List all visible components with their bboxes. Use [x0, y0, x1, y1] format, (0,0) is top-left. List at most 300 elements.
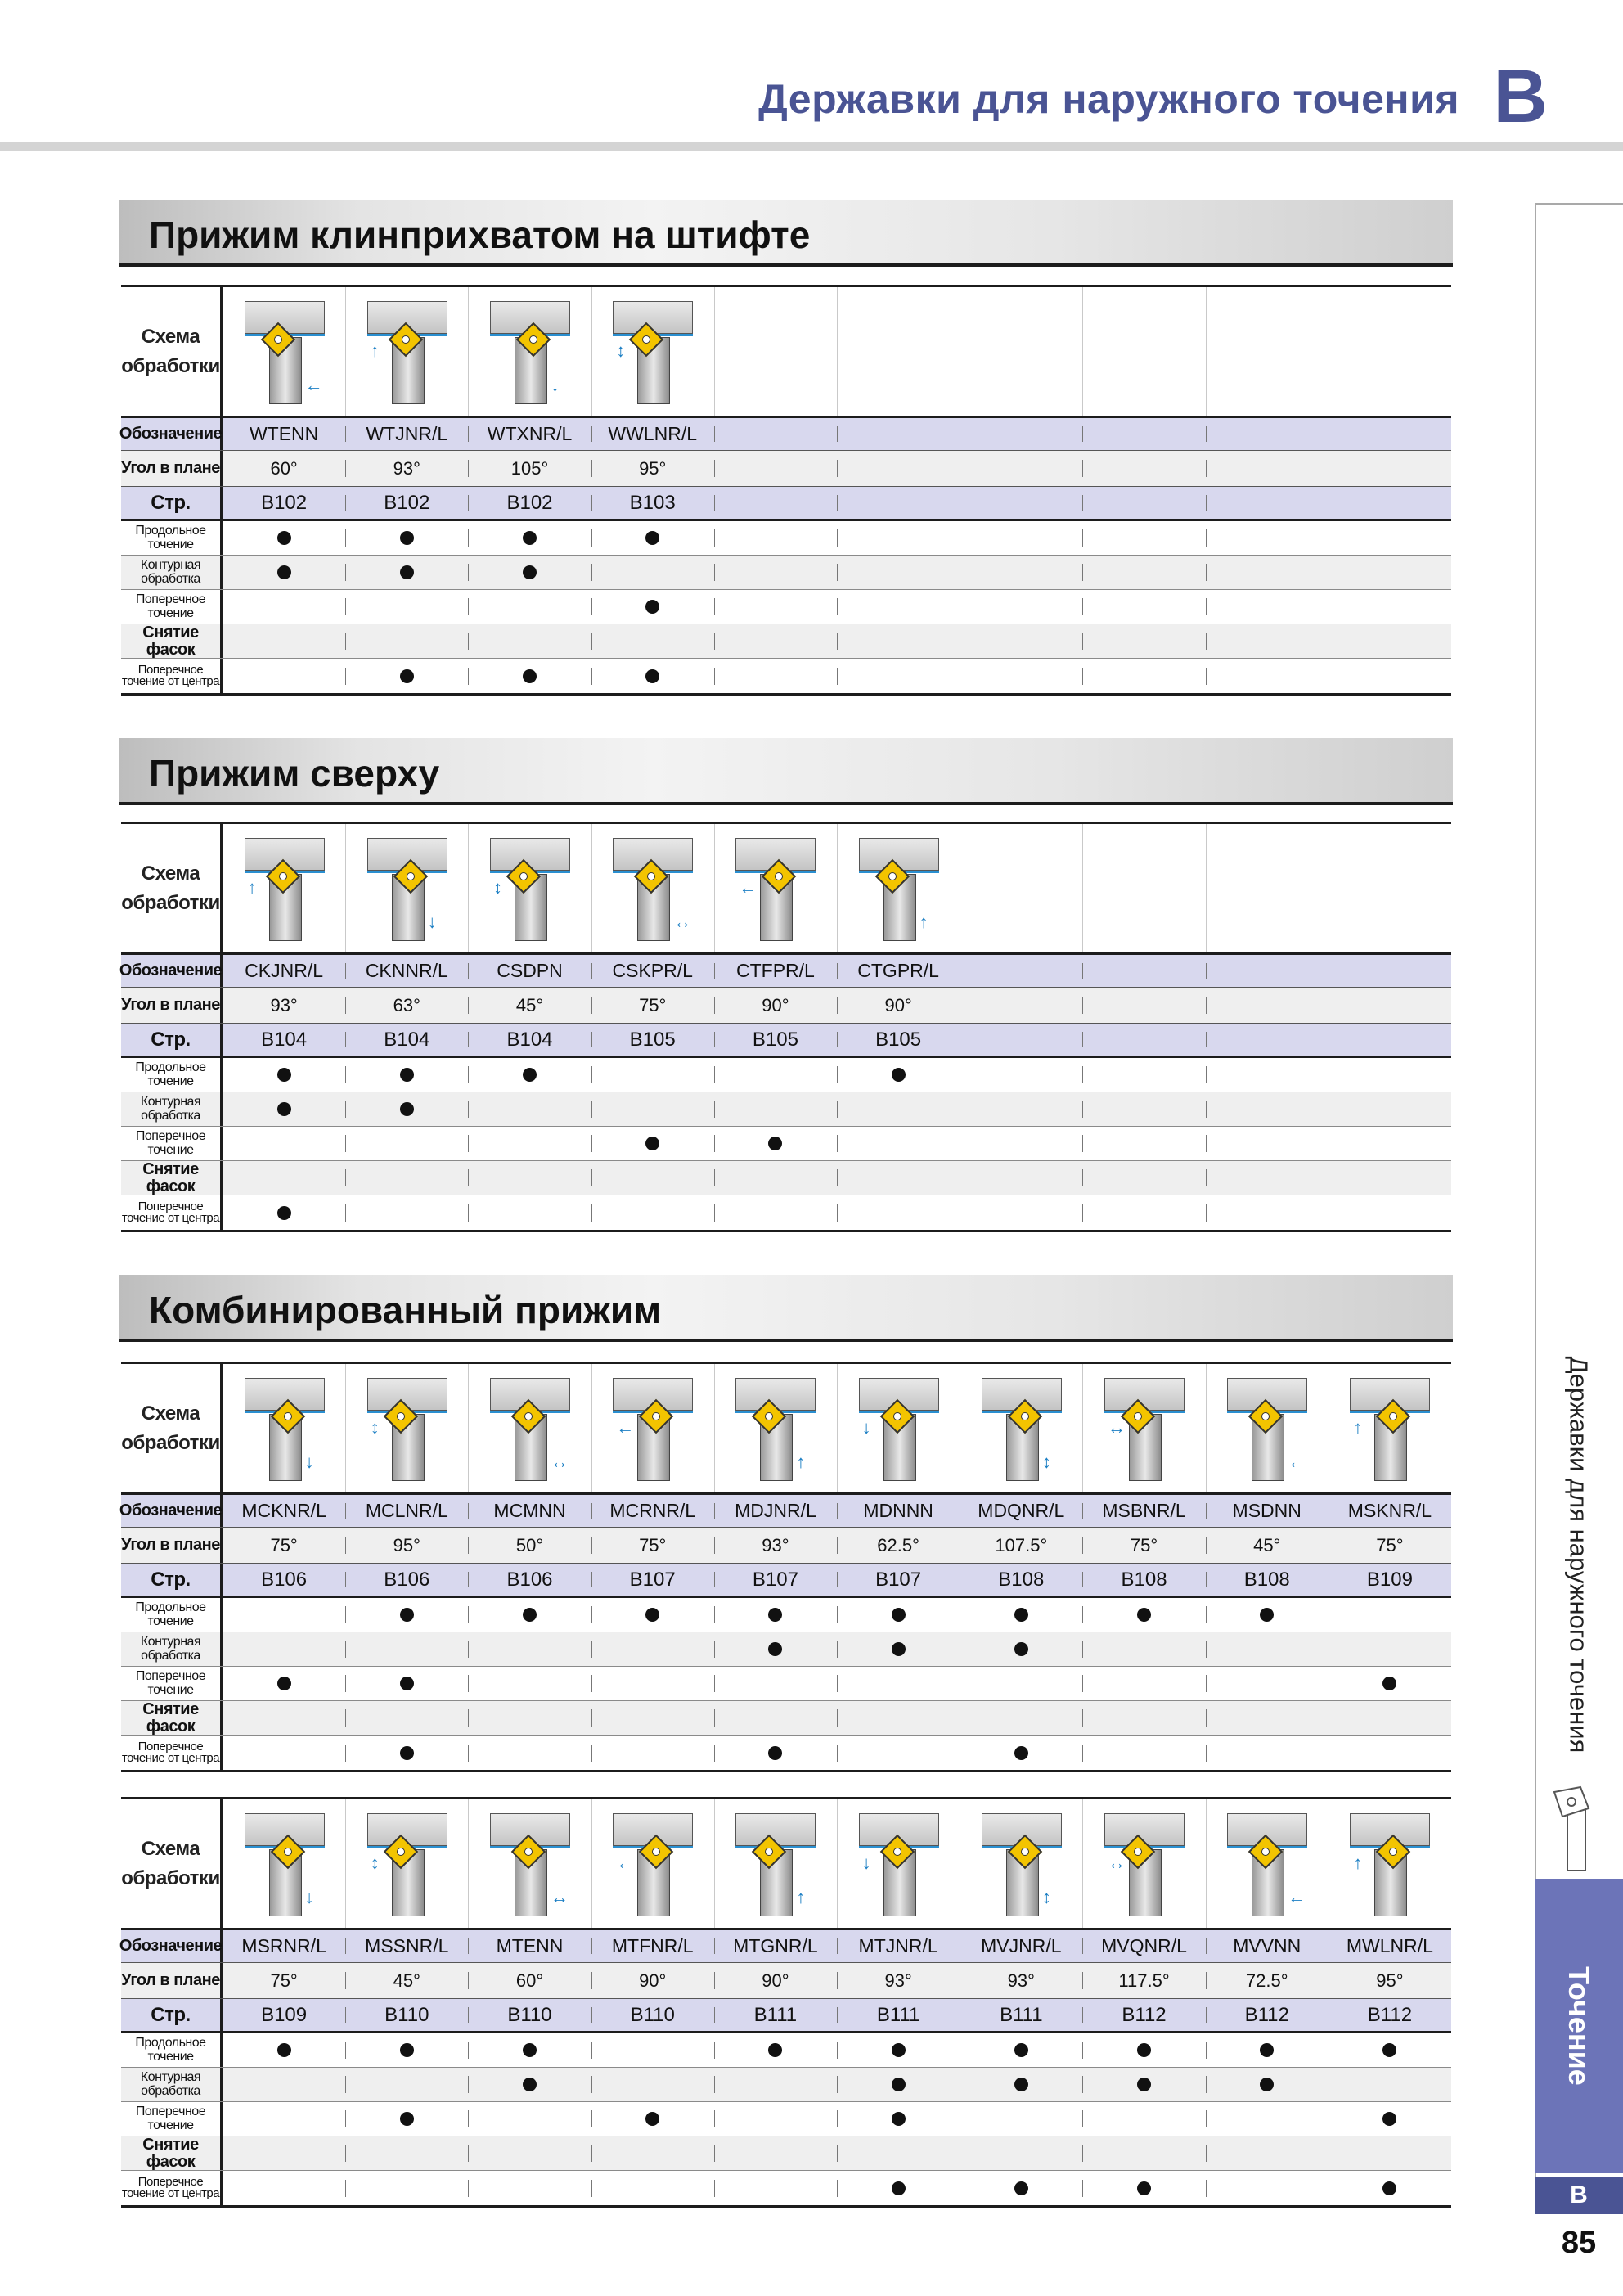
applicable-dot-icon	[400, 565, 414, 579]
operation-cell	[1329, 1058, 1451, 1092]
clamp-screw	[1134, 1848, 1142, 1856]
applicable-dot-icon	[1382, 2112, 1396, 2126]
operation-row	[121, 590, 1451, 624]
clamp-screw	[1261, 1412, 1270, 1420]
designation-cell: CSDPN	[468, 955, 591, 987]
operation-cell	[1082, 624, 1205, 658]
angle-cell: 90°	[714, 1963, 837, 1998]
operation-cell	[960, 1736, 1082, 1770]
operation-cell	[1329, 1598, 1451, 1632]
angle-cell: 60°	[468, 1963, 591, 1998]
schema-cell	[223, 1799, 345, 1928]
schema-cell	[468, 824, 591, 952]
operation-cell	[837, 1736, 960, 1770]
applicable-dot-icon	[1137, 2181, 1151, 2195]
top-clamp-insert-icon	[851, 831, 947, 946]
designation-cell: WTENN	[249, 423, 319, 444]
operation-cell	[714, 2171, 837, 2205]
applicable-dot-icon	[400, 2112, 414, 2126]
schema-cell	[1329, 824, 1451, 952]
applicable-dot-icon	[523, 2043, 537, 2057]
operation-cell	[591, 590, 714, 624]
applicable-dot-icon	[1137, 1608, 1151, 1622]
schema-cell	[960, 824, 1082, 952]
applicable-dot-icon	[1137, 2078, 1151, 2091]
applicable-dot-icon	[400, 1068, 414, 1082]
operation-cell	[468, 590, 591, 624]
operation-row	[121, 1058, 1451, 1092]
operation-cell	[345, 2171, 468, 2205]
clamp-screw	[407, 872, 415, 880]
schema-row	[121, 824, 1451, 955]
applicable-dot-icon	[400, 669, 414, 683]
page-row	[121, 1564, 1451, 1598]
page-ref-link[interactable]: B103	[591, 487, 714, 519]
clamp-screw	[888, 872, 897, 880]
feed-arrow-icon: ←	[1288, 1886, 1306, 1907]
applicable-dot-icon	[645, 669, 659, 683]
page-ref-link[interactable]: B107	[837, 1564, 960, 1596]
operation-cell	[714, 624, 837, 658]
operation-cell	[837, 1667, 960, 1700]
feed-arrow-icon: ←	[616, 1416, 635, 1438]
applicable-dot-icon	[892, 2043, 906, 2057]
operation-cell	[714, 1667, 837, 1700]
row-label: Контурная обработка	[121, 2068, 223, 2101]
row-label: Продольное точение	[121, 521, 223, 555]
applicable-dot-icon	[277, 565, 291, 579]
schema-cell	[468, 1799, 591, 1928]
angle-cell: 95°	[345, 1528, 468, 1563]
operation-cell	[1082, 521, 1205, 555]
applicable-dot-icon	[892, 2078, 906, 2091]
operation-row	[121, 2068, 1451, 2102]
row-label: Схема обработки	[121, 1799, 223, 1928]
operation-cell	[960, 2171, 1082, 2205]
operation-row	[121, 659, 1451, 693]
page-ref-link	[837, 487, 960, 519]
schema-cell	[591, 287, 714, 416]
clamp-screw	[529, 335, 537, 344]
combo-clamp-insert-icon	[605, 1807, 701, 1921]
schema-cell	[960, 1364, 1082, 1492]
angle-cell	[1082, 988, 1205, 1023]
page-ref-link[interactable]: B108	[1206, 1564, 1329, 1596]
operation-cell	[1082, 1127, 1205, 1160]
top-clamp-insert-icon	[236, 831, 333, 946]
operation-cell	[1082, 1058, 1205, 1092]
operation-cell	[345, 1598, 468, 1632]
feed-arrow-icon: ←	[1288, 1451, 1306, 1472]
clamp-screw	[642, 335, 650, 344]
designation-cell: MSRNR/L	[241, 1935, 326, 1956]
page-ref-link[interactable]: B110	[591, 1999, 714, 2031]
row-label: Снятие фасок	[121, 1161, 223, 1195]
operation-cell	[223, 2102, 345, 2136]
operation-cell	[223, 521, 345, 555]
combo-clamp-insert-icon	[359, 1371, 456, 1486]
page-ref-link[interactable]: B110	[468, 1999, 591, 2031]
operation-cell	[837, 2136, 960, 2170]
page-ref-link[interactable]: B104	[261, 1028, 308, 1051]
operation-cell	[345, 659, 468, 693]
page-ref-link[interactable]: B105	[714, 1024, 837, 1056]
operation-cell	[1082, 590, 1205, 624]
operation-cell	[714, 590, 837, 624]
feed-arrow-icon: ←	[616, 1852, 635, 1873]
operation-cell	[1329, 1161, 1451, 1195]
page-ref-link[interactable]: B102	[345, 487, 468, 519]
feed-arrow-icon: ↔	[1108, 1852, 1126, 1873]
applicable-dot-icon	[1260, 2043, 1274, 2057]
schema-cell	[223, 824, 345, 952]
clamp-screw	[524, 1412, 533, 1420]
operation-cell	[1082, 659, 1205, 693]
page-ref-link[interactable]: B111	[837, 1999, 960, 2031]
applicable-dot-icon	[523, 2078, 537, 2091]
row-label: Поперечное точение	[121, 1127, 223, 1160]
schema-cell	[714, 824, 837, 952]
feed-arrow-icon: ←	[739, 876, 758, 898]
applicable-dot-icon	[1260, 1608, 1274, 1622]
angle-cell: 105°	[468, 451, 591, 486]
schema-cell	[1082, 287, 1205, 416]
angle-cell: 117.5°	[1082, 1963, 1205, 1998]
operation-row	[121, 2033, 1451, 2068]
angle-row	[121, 451, 1451, 487]
section-tab-turning[interactable]	[1535, 1879, 1623, 2173]
applicable-dot-icon	[277, 1206, 291, 1220]
page-ref-link[interactable]: B105	[837, 1024, 960, 1056]
applicable-dot-icon	[645, 600, 659, 614]
feed-arrow-icon: ↑	[1353, 1852, 1363, 1873]
applicable-dot-icon	[523, 669, 537, 683]
schema-cell	[1082, 1799, 1205, 1928]
schema-cell	[1082, 824, 1205, 952]
angle-cell	[1082, 451, 1205, 486]
operation-cell	[714, 2068, 837, 2101]
operation-cell	[468, 556, 591, 589]
operation-cell	[960, 2136, 1082, 2170]
applicable-dot-icon	[400, 1677, 414, 1690]
operation-cell	[1082, 1667, 1205, 1700]
operation-cell	[591, 624, 714, 658]
operation-cell	[468, 1195, 591, 1230]
row-label: Стр.	[121, 1564, 223, 1596]
designation-cell: MDNNN	[837, 1495, 960, 1527]
section-header-wedge-clamp	[119, 200, 1453, 267]
combo-clamp-insert-icon	[1096, 1807, 1193, 1921]
designation-cell	[1206, 418, 1329, 450]
angle-cell: 93°	[270, 994, 298, 1015]
operation-cell	[591, 1667, 714, 1700]
operation-cell	[714, 1701, 837, 1735]
angle-cell: 75°	[270, 1534, 298, 1555]
clamp-screw	[775, 872, 783, 880]
operation-cell	[591, 1195, 714, 1230]
operation-cell	[345, 2102, 468, 2136]
schema-cell	[960, 1799, 1082, 1928]
page-ref-link[interactable]: B111	[714, 1999, 837, 2031]
page-title: Державки для наружного точения	[758, 76, 1459, 122]
section-title: Прижим сверху	[149, 752, 440, 795]
designation-cell: MCMNN	[468, 1495, 591, 1527]
operation-cell	[714, 659, 837, 693]
designation-cell	[960, 418, 1082, 450]
designation-cell: WWLNR/L	[591, 418, 714, 450]
section-header-top-clamp	[119, 738, 1453, 805]
page-ref-link[interactable]: B106	[345, 1564, 468, 1596]
operation-cell	[345, 1195, 468, 1230]
operation-cell	[591, 2136, 714, 2170]
operation-cell	[714, 1632, 837, 1666]
clamp-screw	[1021, 1848, 1029, 1856]
feed-arrow-icon: ↓	[427, 911, 437, 932]
operation-row	[121, 1127, 1451, 1161]
operation-row	[121, 1667, 1451, 1701]
designation-cell: MTJNR/L	[837, 1930, 960, 1962]
operation-cell	[1206, 556, 1329, 589]
feed-arrow-icon: ↓	[551, 374, 560, 395]
applicable-dot-icon	[400, 1746, 414, 1760]
schema-cell	[591, 824, 714, 952]
operation-cell	[1206, 659, 1329, 693]
designation-cell: MDQNR/L	[960, 1495, 1082, 1527]
applicable-dot-icon	[1382, 2181, 1396, 2195]
designation-cell	[960, 955, 1082, 987]
operation-cell	[837, 1092, 960, 1126]
angle-cell: 90°	[591, 1963, 714, 1998]
schema-cell	[345, 824, 468, 952]
applicable-dot-icon	[892, 2181, 906, 2195]
operation-cell	[468, 1092, 591, 1126]
operation-cell	[1329, 1667, 1451, 1700]
side-chapter-title	[1533, 1342, 1623, 1767]
feed-arrow-icon: ↔	[551, 1886, 569, 1907]
operation-row	[121, 1161, 1451, 1195]
section-tab-label: Точение	[1562, 1966, 1597, 2086]
angle-cell: 62.5°	[837, 1528, 960, 1563]
combo-clamp-insert-icon	[973, 1371, 1070, 1486]
operation-cell	[591, 659, 714, 693]
wedge-clamp-insert-icon	[236, 295, 333, 409]
operation-row	[121, 1598, 1451, 1632]
schema-cell	[1206, 824, 1329, 952]
operation-row	[121, 556, 1451, 590]
applicable-dot-icon	[277, 531, 291, 545]
applicable-dot-icon	[400, 1608, 414, 1622]
page-ref-link	[1082, 1024, 1205, 1056]
angle-cell: 95°	[591, 451, 714, 486]
operation-cell	[960, 1092, 1082, 1126]
feed-arrow-icon: ↓	[304, 1451, 314, 1472]
row-label: Угол в плане	[121, 1528, 223, 1563]
feed-arrow-icon: ↕	[370, 1416, 380, 1438]
operation-cell	[223, 624, 345, 658]
angle-cell	[1206, 988, 1329, 1023]
operation-cell	[960, 556, 1082, 589]
applicable-dot-icon	[523, 1068, 537, 1082]
clamp-screw	[284, 1412, 292, 1420]
combo-clamp-insert-icon	[236, 1807, 333, 1921]
schema-cell	[1206, 287, 1329, 416]
designation-row	[121, 1930, 1451, 1963]
operation-cell	[837, 590, 960, 624]
operation-cell	[714, 2136, 837, 2170]
applicable-dot-icon	[645, 1608, 659, 1622]
designation-cell: MVQNR/L	[1082, 1930, 1205, 1962]
operation-cell	[1082, 2068, 1205, 2101]
page-ref-link	[714, 487, 837, 519]
page-ref-link[interactable]: B106	[468, 1564, 591, 1596]
clamp-screw	[652, 1412, 660, 1420]
operation-cell	[1329, 659, 1451, 693]
combo-clamp-insert-icon	[1342, 1807, 1438, 1921]
row-label: Поперечное точение	[121, 1667, 223, 1700]
page-ref-link[interactable]: B105	[591, 1024, 714, 1056]
operation-cell	[468, 2136, 591, 2170]
page-ref-link[interactable]: B106	[261, 1568, 308, 1591]
operation-cell	[591, 2068, 714, 2101]
feed-arrow-icon: ↑	[370, 340, 380, 361]
operation-cell	[1082, 1598, 1205, 1632]
operation-cell	[223, 1195, 345, 1230]
operation-cell	[1329, 2171, 1451, 2205]
wedge-clamp-insert-icon	[359, 295, 456, 409]
applicable-dot-icon	[1014, 1642, 1028, 1656]
clamp-screw	[647, 872, 655, 880]
page-ref-link[interactable]: B112	[1082, 1999, 1205, 2031]
clamp-screw	[274, 335, 282, 344]
combo-clamp-insert-icon	[727, 1371, 824, 1486]
schema-cell	[1329, 287, 1451, 416]
page-ref-link[interactable]: B108	[1082, 1564, 1205, 1596]
page-ref-link[interactable]: B109	[261, 2003, 308, 2026]
operation-cell	[345, 1701, 468, 1735]
operation-cell	[223, 659, 345, 693]
operation-cell	[468, 2033, 591, 2067]
designation-cell: MSDNN	[1206, 1495, 1329, 1527]
operation-cell	[1206, 2033, 1329, 2067]
angle-cell: 45°	[345, 1963, 468, 1998]
feed-arrow-icon: ↓	[861, 1852, 871, 1873]
clamp-screw	[284, 1848, 292, 1856]
operation-cell	[1082, 1195, 1205, 1230]
page-ref-link[interactable]: B102	[468, 487, 591, 519]
feed-arrow-icon: ↓	[304, 1886, 314, 1907]
angle-cell: 45°	[468, 988, 591, 1023]
page-ref-link[interactable]: B110	[345, 1999, 468, 2031]
operation-cell	[1082, 2171, 1205, 2205]
designation-cell: CTGPR/L	[837, 955, 960, 987]
page-ref-link[interactable]: B112	[1329, 1999, 1451, 2031]
page-ref-link	[960, 487, 1082, 519]
operation-cell	[714, 1092, 837, 1126]
operation-cell	[345, 1127, 468, 1160]
applicable-dot-icon	[277, 1068, 291, 1082]
page-ref-link[interactable]: B108	[960, 1564, 1082, 1596]
operation-cell	[591, 2171, 714, 2205]
operation-cell	[960, 2033, 1082, 2067]
operation-cell	[1329, 1195, 1451, 1230]
operation-cell	[1329, 2102, 1451, 2136]
row-label: Схема обработки	[121, 287, 223, 416]
angle-cell: 93°	[960, 1963, 1082, 1998]
operation-cell	[1329, 2068, 1451, 2101]
designation-cell: WTJNR/L	[345, 418, 468, 450]
operation-cell	[591, 2033, 714, 2067]
designation-cell	[1206, 955, 1329, 987]
applicable-dot-icon	[400, 1102, 414, 1116]
clamp-screw	[652, 1848, 660, 1856]
operation-cell	[837, 1701, 960, 1735]
page-ref-link[interactable]: B107	[714, 1564, 837, 1596]
page-ref-link[interactable]: B107	[591, 1564, 714, 1596]
schema-cell	[837, 287, 960, 416]
operation-row	[121, 1736, 1451, 1770]
page-ref-link[interactable]: B109	[1329, 1564, 1451, 1596]
applicable-dot-icon	[768, 2043, 782, 2057]
page-ref-link	[1206, 1024, 1329, 1056]
page-ref-link	[1206, 487, 1329, 519]
operation-cell	[468, 624, 591, 658]
page-ref-link[interactable]: B111	[960, 1999, 1082, 2031]
page-ref-link[interactable]: B104	[345, 1024, 468, 1056]
page-ref-link[interactable]: B104	[468, 1024, 591, 1056]
designation-cell: MCRNR/L	[591, 1495, 714, 1527]
applicable-dot-icon	[645, 2112, 659, 2126]
tool-table-wedge-clamp	[121, 285, 1451, 696]
operation-cell	[223, 1667, 345, 1700]
applicable-dot-icon	[1014, 1746, 1028, 1760]
schema-cell	[714, 1799, 837, 1928]
operation-cell	[1082, 1092, 1205, 1126]
combo-clamp-insert-icon	[1096, 1371, 1193, 1486]
operation-cell	[468, 659, 591, 693]
feed-arrow-icon: ↔	[1108, 1416, 1126, 1438]
tool-table-top-clamp	[121, 822, 1451, 1232]
operation-row	[121, 1092, 1451, 1127]
operation-cell	[1206, 1736, 1329, 1770]
operation-cell	[837, 2102, 960, 2136]
angle-cell: 60°	[270, 457, 298, 479]
applicable-dot-icon	[277, 2043, 291, 2057]
page-ref-link	[960, 1024, 1082, 1056]
operation-cell	[345, 624, 468, 658]
side-divider-top	[1535, 203, 1623, 205]
operation-cell	[591, 1598, 714, 1632]
operation-cell	[591, 1161, 714, 1195]
operation-cell	[960, 2102, 1082, 2136]
feed-arrow-icon: ↕	[370, 1852, 380, 1873]
designation-cell	[837, 418, 960, 450]
angle-cell: 93°	[345, 451, 468, 486]
schema-cell	[837, 1364, 960, 1492]
operation-cell	[714, 521, 837, 555]
operation-cell	[1082, 1701, 1205, 1735]
page-ref-link[interactable]: B102	[261, 491, 308, 514]
feed-arrow-icon: ←	[304, 374, 323, 395]
operation-cell	[1206, 1195, 1329, 1230]
operation-cell	[468, 1667, 591, 1700]
angle-cell	[960, 988, 1082, 1023]
row-label: Стр.	[121, 1999, 223, 2031]
applicable-dot-icon	[1382, 1677, 1396, 1690]
operation-cell	[714, 1161, 837, 1195]
combo-clamp-insert-icon	[605, 1371, 701, 1486]
operation-cell	[591, 1127, 714, 1160]
page-ref-link[interactable]: B112	[1206, 1999, 1329, 2031]
